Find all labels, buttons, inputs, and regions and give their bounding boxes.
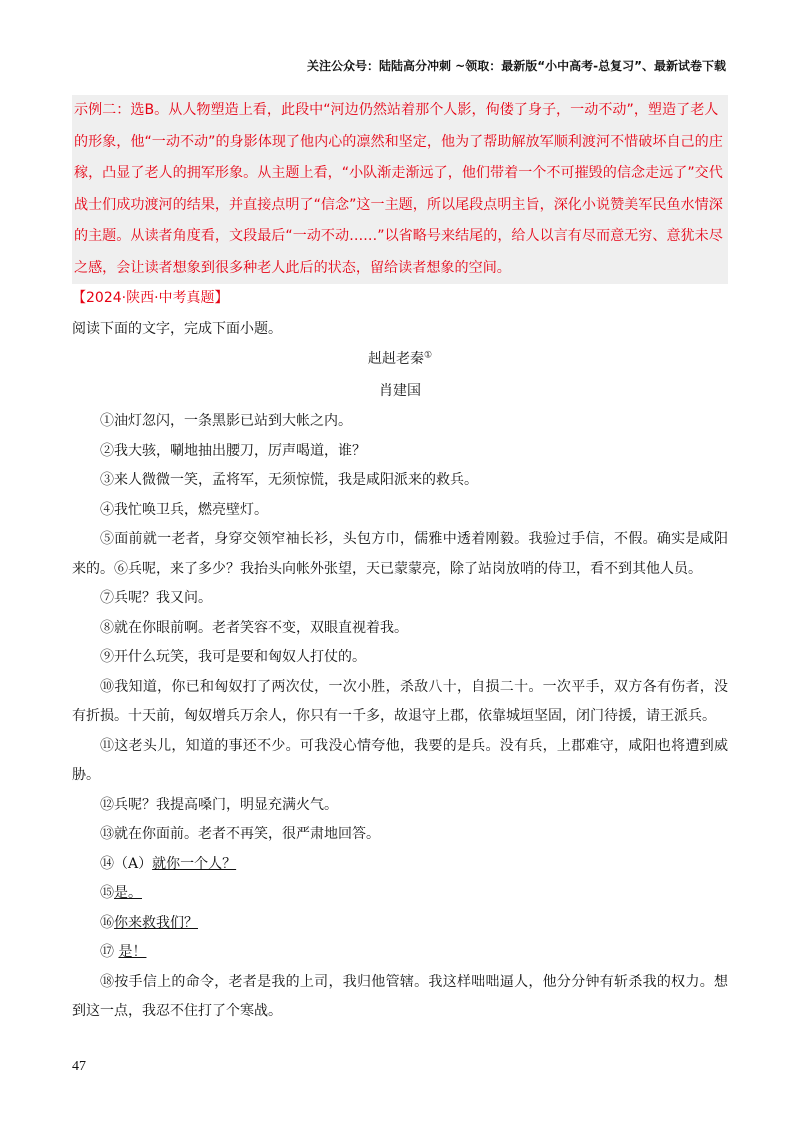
paragraph-text: ⑧就在你眼前啊。老者笑容不变，双眼直视着我。 xyxy=(100,619,408,636)
story-paragraph xyxy=(72,938,728,968)
story-paragraph xyxy=(72,614,728,644)
story-author: 肖建国 xyxy=(379,383,421,399)
paragraph-text: ④我忙唤卫兵，燃亮壁灯。 xyxy=(100,501,268,518)
exam-instruction: 阅读下面的文字，完成下面小题。 xyxy=(72,321,282,337)
story-paragraph xyxy=(72,407,728,437)
exam-source-tag: 【2024·陕西·中考真题】 xyxy=(72,290,229,306)
story-paragraph xyxy=(72,879,728,909)
paragraph-text: ②我大骇，唰地抽出腰刀，厉声喝道，谁？ xyxy=(100,442,366,459)
paragraph-text: ⑤面前就一老者，身穿交领窄袖长衫，头包方巾，儒雅中透着刚毅。我验过手信，不假。确实是咸阳来的。⑥兵呢，来了多少？我抬头向帐外张望，天已蒙蒙亮，除了站岗放哨的侍卫，看不到其他人员。 xyxy=(72,531,728,577)
story-paragraph xyxy=(72,496,728,526)
answer-paragraph: 示例二：选B。从人物塑造上看，此段中“河边仍然站着那个人影，佝偻了身子，一动不动”，塑造了老人的形象，他“一动不动”的身影体现了他内心的凛然和坚定，他为了帮助解放军顺利渡河不惜破坏自己的庄稼，凸显了老人的拥军形象。从主题上看，“小队渐走渐远了，他们带着一个不可摧毁的信念走远了”交代战士们成功渡河的结果，并直接点明了“信念”这一主题，所以尾段点明主旨，深化小说赞美军民鱼水情深的主题。从读者角度看，文段最后“一动不动……”以省略号来结尾的，给人以言有尽而意无穷、意犹未尽之感，会让读者想象到很多种老人此后的状态，留给读者想象的空间。 xyxy=(74,102,723,276)
paragraph-text: ⑩我知道，你已和匈奴打了两次仗，一次小胜，杀敌八十，自损二十。一次平手，双方各有伤者，没有折损。十天前，匈奴增兵万余人，你只有一千多，故退守上郡，依靠城垣坚固，闭门待援，请王派兵。 xyxy=(72,678,728,724)
story-paragraph xyxy=(72,850,728,880)
story-paragraph xyxy=(72,820,728,850)
answer-explanation-block xyxy=(72,95,728,284)
paragraph-text: ⑨开什么玩笑，我可是要和匈奴人打仗的。 xyxy=(100,649,366,665)
story-title xyxy=(0,348,800,368)
paragraph-number: ⑰ xyxy=(100,944,119,960)
underlined-dialogue: 你来救我们？ xyxy=(114,914,198,931)
story-paragraph xyxy=(72,909,728,939)
story-title-text: 赳赳老秦 xyxy=(367,351,424,367)
story-paragraph xyxy=(72,466,728,496)
story-paragraph xyxy=(72,673,728,732)
underlined-dialogue: 是。 xyxy=(114,885,142,901)
story-paragraph xyxy=(72,968,728,1027)
paragraph-text: ③来人微微一笑，孟将军，无须惊慌，我是咸阳派来的救兵。 xyxy=(100,472,478,488)
paragraph-number: ⑭（A） xyxy=(100,855,153,872)
underlined-dialogue: 就你一个人？ xyxy=(152,855,237,872)
story-paragraph xyxy=(72,732,728,791)
paragraph-text: ①油灯忽闪，一条黑影已站到大帐之内。 xyxy=(100,413,352,429)
paragraph-number: ⑯ xyxy=(100,914,114,931)
header-promo-note: 关注公众号：陆陆高分冲刺 ~领取：最新版“小中高考-总复习”、最新试卷下载 xyxy=(307,59,726,73)
paragraph-text: ⑫兵呢？我提高嗓门，明显充满火气。 xyxy=(100,796,338,813)
paragraph-text: ⑦兵呢？我又问。 xyxy=(100,590,212,606)
story-paragraph xyxy=(72,791,728,821)
story-body xyxy=(72,407,728,1027)
paragraph-number: ⑮ xyxy=(100,885,114,901)
story-paragraph xyxy=(72,584,728,614)
page-number: 47 xyxy=(72,1059,86,1074)
underlined-dialogue: 是！ xyxy=(118,944,147,960)
story-paragraph xyxy=(72,437,728,467)
paragraph-text: ⑬就在你面前。老者不再笑，很严肃地回答。 xyxy=(100,826,380,842)
paragraph-text: ⑱按手信上的命令，老者是我的上司，我归他管辖。我这样咄咄逼人，他分分钟有斩杀我的权力。想到这一点，我忍不住打了个寒战。 xyxy=(72,973,728,1019)
story-title-footnote-mark: ① xyxy=(423,350,433,361)
paragraph-text: ⑪这老头儿，知道的事还不少。可我没心情夸他，我要的是兵。没有兵，上郡难守，咸阳也将遭到威胁。 xyxy=(72,737,728,783)
story-paragraph xyxy=(72,643,728,673)
story-paragraph xyxy=(72,525,728,584)
